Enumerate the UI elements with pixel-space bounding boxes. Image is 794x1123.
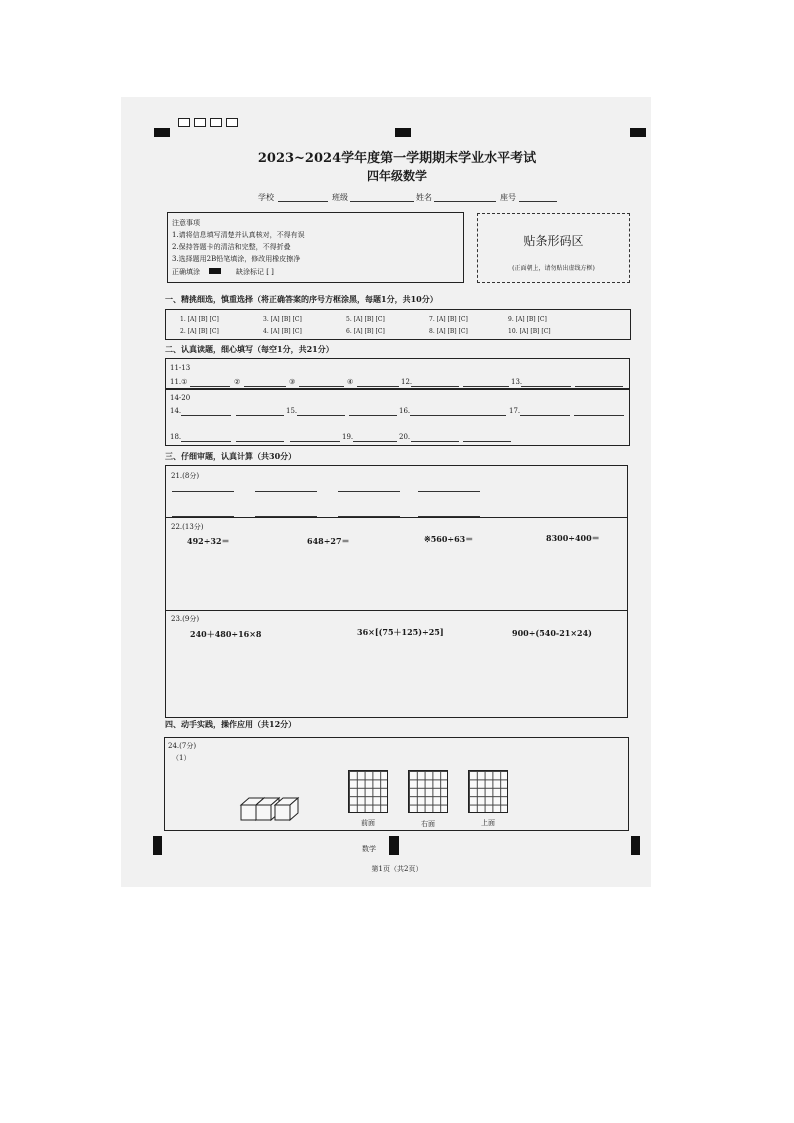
q11-label: ③	[289, 378, 296, 386]
q11-label: ④	[347, 378, 354, 386]
exam-title: 2023~2024学年度第一学期期末学业水平考试	[257, 151, 537, 166]
answer-line[interactable]	[411, 441, 459, 442]
q21-label: 21.(8分)	[171, 472, 200, 480]
notice-heading: 注意事项	[172, 219, 200, 227]
answer-line[interactable]	[463, 441, 511, 442]
cube-stack-figure	[238, 794, 304, 826]
q16-label: 16.	[399, 407, 411, 415]
section1-title: 一、精挑细选，慎重选择（将正确答案的序号方框涂黑，每题1分，共10分）	[165, 294, 438, 304]
q22-expression: 648÷27＝	[307, 536, 350, 546]
header-box	[194, 118, 206, 127]
name-field[interactable]	[434, 201, 496, 202]
filled-bubble-example	[209, 268, 221, 274]
choice-option[interactable]: 7. [A] [B] [C]	[429, 316, 468, 323]
q20-label: 20.	[399, 433, 411, 441]
registration-mark	[631, 836, 640, 855]
part-label: （1）	[172, 754, 191, 762]
registration-mark	[395, 128, 411, 137]
answer-line[interactable]	[357, 386, 399, 387]
school-label: 学校	[258, 193, 274, 202]
choice-option[interactable]: 2. [A] [B] [C]	[180, 328, 219, 335]
answer-line[interactable]	[349, 415, 397, 416]
top-view-grid[interactable]	[468, 770, 508, 813]
front-view-grid[interactable]	[348, 770, 388, 813]
answer-line[interactable]	[520, 415, 570, 416]
view-label-front: 前面	[361, 819, 375, 827]
q13-label: 13.	[511, 378, 523, 386]
divider	[165, 610, 628, 611]
q24-label: 24.(7分)	[168, 742, 197, 750]
choice-option[interactable]: 10. [A] [B] [C]	[508, 328, 551, 335]
answer-line[interactable]	[575, 386, 623, 387]
correct-fill-label: 正确填涂	[172, 268, 200, 276]
q18-label: 18.	[170, 433, 182, 441]
choice-option[interactable]: 5. [A] [B] [C]	[346, 316, 385, 323]
choice-option[interactable]: 9. [A] [B] [C]	[508, 316, 547, 323]
choice-option[interactable]: 8. [A] [B] [C]	[429, 328, 468, 335]
header-box	[226, 118, 238, 127]
header-box	[210, 118, 222, 127]
choice-option[interactable]: 6. [A] [B] [C]	[346, 328, 385, 335]
footer-page: 第1页（共2页）	[371, 865, 423, 873]
notice-line: 1.请将信息填写清楚并认真核对，不得有误	[172, 231, 305, 239]
q11-label: ②	[234, 378, 241, 386]
answer-line[interactable]	[244, 386, 286, 387]
school-field[interactable]	[278, 201, 328, 202]
choice-option[interactable]: 1. [A] [B] [C]	[180, 316, 219, 323]
answer-line[interactable]	[255, 491, 317, 492]
fill-box-14-20	[165, 389, 630, 446]
section3-title: 三、仔细审题，认真计算（共30分）	[165, 451, 297, 461]
range-label: 14-20	[170, 394, 191, 402]
answer-line[interactable]	[463, 386, 509, 387]
answer-line[interactable]	[236, 441, 284, 442]
answer-line[interactable]	[353, 441, 397, 442]
q15-label: 15.	[286, 407, 298, 415]
answer-line[interactable]	[574, 415, 624, 416]
registration-mark	[153, 836, 162, 855]
answer-line[interactable]	[236, 415, 284, 416]
answer-line[interactable]	[338, 491, 400, 492]
section2-title: 二、认真读题，细心填写（每空1分，共21分）	[165, 344, 334, 354]
exam-subtitle: 四年级数学	[366, 169, 427, 183]
q19-label: 19.	[342, 433, 354, 441]
answer-line[interactable]	[172, 491, 234, 492]
answer-line[interactable]	[181, 441, 231, 442]
missing-mark-label: 缺涂标记 [ ]	[236, 268, 274, 276]
seat-label: 座号	[500, 193, 516, 202]
q22-expression: 492÷32＝	[187, 536, 230, 546]
class-field[interactable]	[350, 201, 414, 202]
footer-subject: 数学	[362, 845, 376, 853]
q14-label: 14.	[170, 407, 182, 415]
class-label: 班级	[332, 193, 348, 202]
seat-field[interactable]	[519, 201, 557, 202]
cube-front	[256, 805, 271, 820]
answer-line[interactable]	[181, 415, 231, 416]
cube-front	[241, 805, 256, 820]
range-label: 11-13	[170, 364, 191, 372]
answer-line[interactable]	[290, 441, 340, 442]
barcode-title: 贴条形码区	[523, 234, 584, 248]
answer-line[interactable]	[418, 491, 480, 492]
view-label-right: 右面	[421, 820, 435, 828]
practice-box	[164, 737, 629, 831]
section4-title: 四、动手实践，操作应用（共12分）	[165, 719, 297, 729]
q11-label: 11.①	[170, 378, 188, 386]
registration-mark	[154, 128, 170, 137]
header-box	[178, 118, 190, 127]
right-view-grid[interactable]	[408, 770, 448, 813]
q22-expression: 8300÷400＝	[546, 533, 600, 543]
q12-label: 12.	[401, 378, 413, 386]
choice-option[interactable]: 3. [A] [B] [C]	[263, 316, 302, 323]
view-label-top: 上面	[481, 819, 495, 827]
choice-box	[165, 309, 631, 340]
divider	[165, 517, 628, 518]
q23-label: 23.(9分)	[171, 615, 200, 623]
q23-expression: 240＋480÷16×8	[190, 629, 262, 639]
q22-label: 22.(13分)	[171, 523, 204, 531]
registration-mark	[389, 836, 399, 855]
q23-expression: 36×[(75＋125)÷25]	[357, 627, 444, 637]
answer-line[interactable]	[521, 386, 571, 387]
answer-line[interactable]	[190, 386, 230, 387]
name-label: 姓名	[416, 193, 432, 202]
calc-box	[165, 465, 628, 718]
answer-line[interactable]	[411, 386, 459, 387]
cube-front	[275, 805, 290, 820]
barcode-hint: (正面朝上，请勿贴出虚线方框)	[512, 265, 595, 272]
notice-line: 2.保持答题卡的清洁和完整，不得折叠	[172, 243, 291, 251]
q23-expression: 900÷(540-21×24)	[512, 628, 592, 638]
answer-line[interactable]	[299, 386, 344, 387]
registration-mark	[630, 128, 646, 137]
q17-label: 17.	[509, 407, 521, 415]
notice-line: 3.选择题用2B铅笔填涂，修改用橡皮擦净	[172, 255, 301, 263]
answer-line[interactable]	[297, 415, 345, 416]
choice-option[interactable]: 4. [A] [B] [C]	[263, 328, 302, 335]
q22-expression: ※560÷63＝	[424, 534, 474, 544]
answer-line[interactable]	[410, 415, 506, 416]
